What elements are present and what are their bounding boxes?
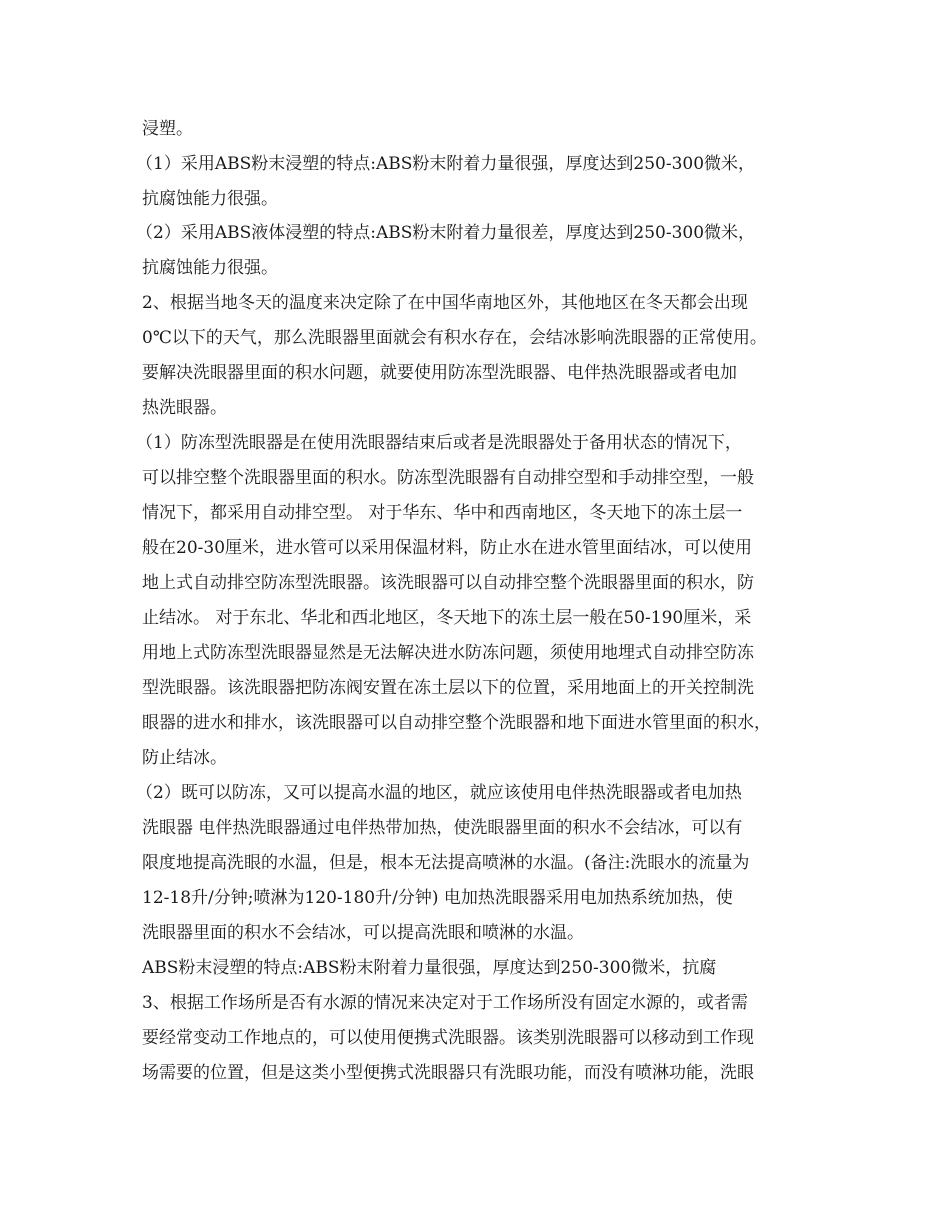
text-line: 限度地提高洗眼的水温，但是，根本无法提高喷淋的水温。(备注:洗眼水的流量为 <box>142 853 750 873</box>
text-line: 抗腐蚀能力很强。 <box>142 258 278 278</box>
text-line: （1）防冻型洗眼器是在使用洗眼器结束后或者是洗眼器处于备用状态的情况下， <box>136 433 742 453</box>
text-line: 12-18升/分钟;喷淋为120-180升/分钟) 电加热洗眼器采用电加热系统加热，使 <box>142 888 733 908</box>
text-line: （1）采用ABS粉末浸塑的特点:ABS粉末附着力量很强，厚度达到250-300微米， <box>136 154 756 174</box>
text-line: 0℃以下的天气，那么洗眼器里面就会有积水存在，会结冰影响洗眼器的正常使用。 <box>142 328 767 348</box>
text-line: 地上式自动排空防冻型洗眼器。该洗眼器可以自动排空整个洗眼器里面的积水，防 <box>142 573 754 593</box>
text-line: 要经常变动工作地点的，可以使用便携式洗眼器。该类别洗眼器可以移动到工作现 <box>142 1028 754 1048</box>
text-line: 洗眼器 电伴热洗眼器通过电伴热带加热，使洗眼器里面的积水不会结冰，可以有 <box>142 818 743 838</box>
text-line: 抗腐蚀能力很强。 <box>142 189 278 209</box>
text-line: 热洗眼器。 <box>142 398 227 418</box>
text-line: 浸塑。 <box>142 119 193 139</box>
text-line: 用地上式防冻型洗眼器显然是无法解决进水防冻问题，须使用地埋式自动排空防冻 <box>142 643 754 663</box>
text-line: 防止结冰。 <box>142 748 227 768</box>
text-line: 场需要的位置，但是这类小型便携式洗眼器只有洗眼功能，而没有喷淋功能，洗眼 <box>142 1063 754 1083</box>
text-line: 2、根据当地冬天的温度来决定除了在中国华南地区外，其他地区在冬天都会出现 <box>142 293 748 313</box>
text-line: 洗眼器里面的积水不会结冰，可以提高洗眼和喷淋的水温。 <box>142 923 584 943</box>
text-line: 般在20-30厘米，进水管可以采用保温材料，防止水在进水管里面结冰，可以使用 <box>142 538 753 558</box>
text-line: 3、根据工作场所是否有水源的情况来决定对于工作场所没有固定水源的，或者需 <box>142 993 748 1013</box>
text-line: ABS粉末浸塑的特点:ABS粉末附着力量很强，厚度达到250-300微米，抗腐 <box>142 958 717 978</box>
text-line: （2）采用ABS液体浸塑的特点:ABS粉末附着力量很差，厚度达到250-300微米， <box>136 223 756 243</box>
text-line: 可以排空整个洗眼器里面的积水。防冻型洗眼器有自动排空型和手动排空型，一般 <box>142 468 754 488</box>
text-line: 情况下，都采用自动排空型。 对于华东、华中和西南地区，冬天地下的冻土层一 <box>142 503 743 523</box>
text-line: （2）既可以防冻，又可以提高水温的地区，就应该使用电伴热洗眼器或者电加热 <box>136 783 742 803</box>
text-line: 要解决洗眼器里面的积水问题，就要使用防冻型洗眼器、电伴热洗眼器或者电加 <box>142 363 737 383</box>
text-line: 眼器的进水和排水，该洗眼器可以自动排空整个洗眼器和地下面进水管里面的积水， <box>142 713 771 733</box>
text-line: 止结冰。 对于东北、华北和西北地区，冬天地下的冻土层一般在50-190厘米，采 <box>142 608 752 628</box>
text-line: 型洗眼器。该洗眼器把防冻阀安置在冻土层以下的位置，采用地面上的开关控制洗 <box>142 678 754 698</box>
